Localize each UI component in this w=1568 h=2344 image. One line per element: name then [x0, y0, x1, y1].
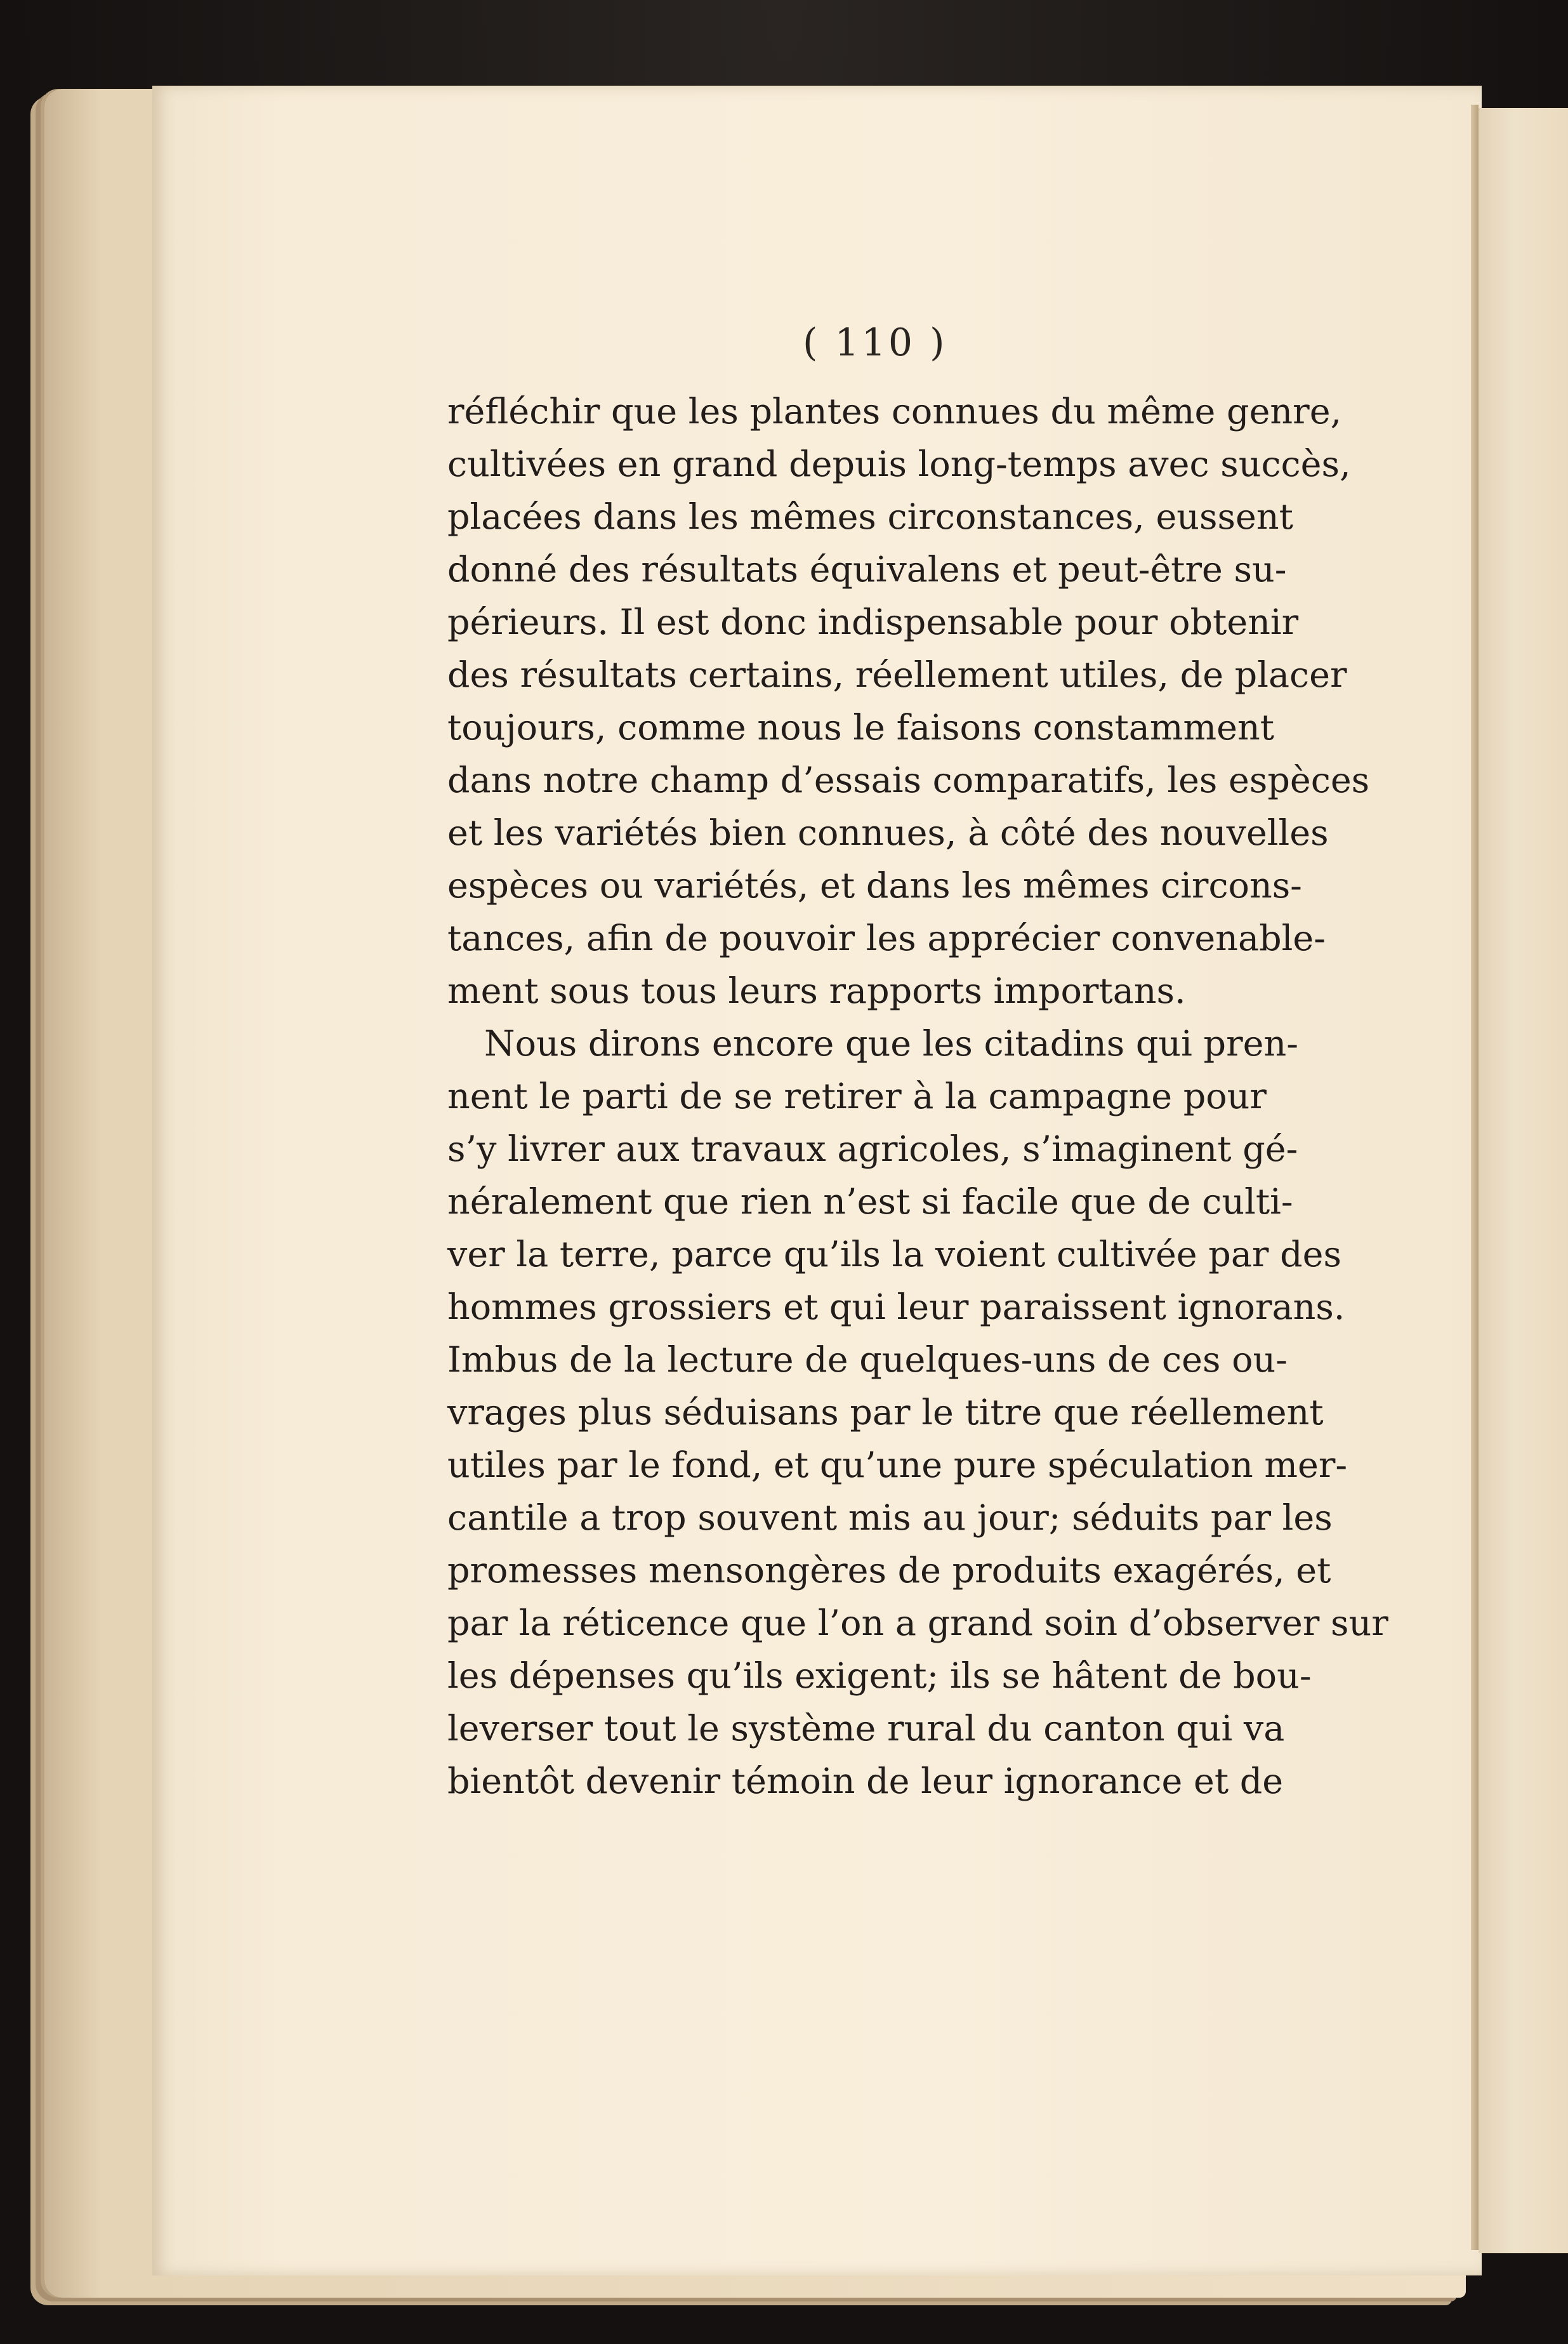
text-line: donné des résultats équivalens et peut-être su-	[447, 549, 1287, 590]
text-line: espèces ou variétés, et dans les mêmes circons-	[447, 865, 1302, 906]
text-line: cantile a trop souvent mis au jour; séduits par les	[447, 1497, 1333, 1539]
facing-page-edge	[1479, 108, 1568, 2253]
text-line: dans notre champ d’essais comparatifs, les espèces	[447, 760, 1370, 801]
text-line: leverser tout le système rural du canton qui va	[447, 1708, 1285, 1749]
text-line: néralement que rien n’est si facile que de culti-	[447, 1181, 1293, 1222]
text-line: ment sous tous leurs rapports importans.	[447, 970, 1186, 1012]
text-line: les dépenses qu’ils exigent; ils se hâtent de bou-	[447, 1655, 1312, 1697]
text-line: utiles par le fond, et qu’une pure spéculation mer-	[447, 1445, 1348, 1486]
text-line: promesses mensongères de produits exagérés, et	[447, 1550, 1331, 1591]
text-line: ver la terre, parce qu’ils la voient cultivée par des	[447, 1234, 1341, 1275]
book-gutter	[1471, 105, 1479, 2250]
text-line: des résultats certains, réellement utiles, de placer	[447, 654, 1347, 696]
text-line: réfléchir que les plantes connues du même genre,	[447, 391, 1342, 432]
text-line: par la réticence que l’on a grand soin d’observer sur	[447, 1603, 1388, 1644]
text-line: tances, afin de pouvoir les apprécier convenable-	[447, 918, 1326, 959]
text-line: vrages plus séduisans par le titre que réellement	[447, 1392, 1324, 1433]
text-line: cultivées en grand depuis long-temps avec succès,	[447, 444, 1351, 485]
text-line: s’y livrer aux travaux agricoles, s’imaginent gé-	[447, 1129, 1298, 1170]
text-line: Imbus de la lecture de quelques-uns de ces ou-	[447, 1339, 1288, 1381]
text-line: toujours, comme nous le faisons constamment	[447, 707, 1275, 748]
text-line: et les variétés bien connues, à côté des nouvelles	[447, 812, 1329, 854]
text-line: nent le parti de se retirer à la campagne pour	[447, 1076, 1267, 1117]
text-line: bientôt devenir témoin de leur ignorance et de	[447, 1761, 1284, 1802]
text-line: périeurs. Il est donc indispensable pour obtenir	[447, 602, 1299, 643]
text-line: hommes grossiers et qui leur paraissent ignorans.	[447, 1287, 1345, 1328]
body-text	[447, 385, 1388, 1808]
text-line: Nous dirons encore que les citadins qui pren-	[484, 1023, 1298, 1064]
text-line: placées dans les mêmes circonstances, eussent	[447, 496, 1293, 538]
page-number: ( 110 )	[803, 321, 947, 365]
